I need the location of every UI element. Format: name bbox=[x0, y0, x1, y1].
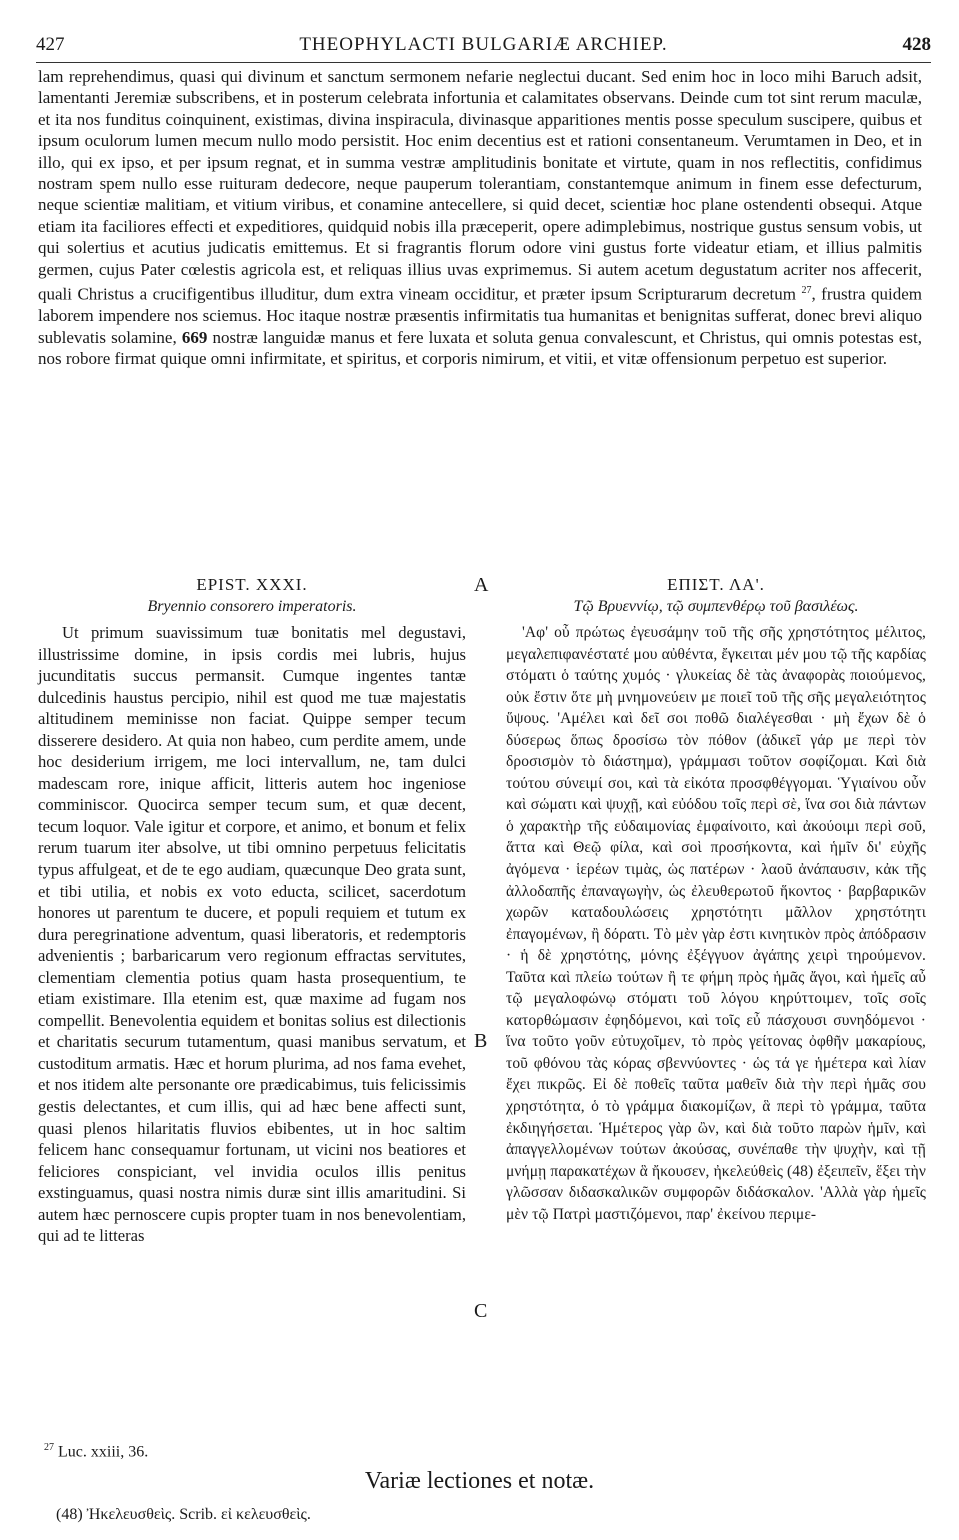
margin-marker-a: A bbox=[474, 574, 489, 596]
footnote-text: Luc. xxiii, 36. bbox=[58, 1443, 149, 1461]
greek-column bbox=[506, 574, 926, 1225]
margin-marker-b: B bbox=[474, 1030, 488, 1052]
variant-readings-title: Variæ lectiones et notæ. bbox=[364, 1468, 595, 1494]
continuation-paragraph bbox=[38, 66, 922, 369]
full-width-text bbox=[38, 66, 922, 369]
running-header bbox=[36, 34, 931, 60]
text-part-2: , frustra quidem laborem impendere nos sciemus. Hoc itaque nostræ præsentis infirmitatis tua humanitas et benignitas sufferat, donec brevi aliquo sublevatis solamine, bbox=[38, 284, 923, 347]
variant-reading-48: (48) Ἠκελευσθεὶς. Scrib. εἰ κελευσθεὶς. bbox=[56, 1506, 311, 1523]
greek-epistle-body: 'Αφ' οὗ πρώτως ἐγευσάμην τοῦ τῆς σῆς χρηστότητος μέλιτος, μεγαλεπιφανέστατέ μου αὐθέντα, ἔγκειται μέν μου τῷ τῆς καρδίας στόματι ὁ ταύτης χυμός · γλυκείας δὲ τὰς ἀναφορὰς ποιούμενος, οὐκ ἔστιν ὅτε μὴ μνημονεύειν με ποιεῖ τοῦ τῆς σῆς μεγαλειότητος ὕψους. 'Αμέλει καὶ δεῖ σοι ποθῶ διαλέγεσθαι · μὴ ἔχων δὲ ὁ δύσερως ὅπως δροσίσω τὸν πόθον (ἀδικεῖ γάρ με περὶ τὸν δροσισμὸν τὸ διάστημα), γράμμασι τοῦτον σοφίζομαι. Καὶ διὰ τούτου σύνειμί σοι, καὶ τὰ εἰκότα προσφθέγγομαι. Ὑγιαίνου οὖν καὶ σώματι καὶ ψυχῇ, καὶ εὐόδου τοῖς περὶ σὲ, ἵνα σοι διὰ πάντων ὁ χαρακτὴρ τῆς εὐδαιμονίας ἐμφαίνοιτο, καὶ ἀκούοιμι περὶ σοῦ, ἅττα καὶ Θεῷ φίλα, καὶ σοὶ προσήκοντα, καὶ ἡμῖν δι' εὐχῆς ἀγόμενα · ἱερέων τιμὰς, ὡς πατέρων · λαοῦ ἀνάπαυσιν, κἀκ τῆς ἀλλοδαπῆς ἐπαναγωγὴν, ὡς ἐλευθερωτοῦ ἥκοντος · βαρβαρικῶν χωρῶν καταδουλώσεις χρηστότητι μᾶλλον χρηστότητι ἐπαγομένων, ἢ δόρατι. Τὸ μὲν γὰρ ἐστι κινητικὸν πρὸς ἀπόδρασιν · ἡ δὲ χρηστότης, μόνης ἐξέγγυον ἀγάπης χειρὶ τηρούμενον. Ταῦτα καὶ πλείω τούτων ἢ τε φήμη πρὸς ἡμᾶς ἄγοι, καὶ ἡμεῖς αὖ τῷ μεγαλοφώνῳ στόματι τοῦ λόγου κηρύττοιμεν, τοῖς σοῖς κατορθώμασιν ἐφηδόμενοι, καὶ τοῖς εὖ πάσχουσι συνηδόμενοι · ἵνα τοῦτο γοῦν εὐτυχοῖμεν, τὸ πρὸς γείτονας ὀφθῆν μακαρίους, τοῦ φθόνου τὰς κόρας σβεννύοντες · ὡς τά γε ἡμέτερα καὶ λίαν ἔχει πικρῶς. Εἰ δὲ ποθεῖς ταῦτα μαθεῖν διὰ τὴν περὶ ἡμᾶς σου χρηστότητα, ὁ τὸ γράμμα διακομίζων, ἃ περὶ τὸ γράμμα, ταῦτα ἐκδιηγήσεται. Ἡμέτερος γὰρ ὢν, καὶ διὰ τοῦτο παρὼν ἡμῖν, καὶ ἀπαγγελλομένων τούτων ἀκούσας, συνέπαθε τὴν ψυχὴν, καὶ τῇ μνήμῃ παρακατέχων ἃ ἤκουσεν, ἠκελεύθεὶς (48) ἐξειπεῖν, ἕξει τὴν γλῶσσαν διδασκαλικῶν συμφορῶν διδάσκαλον. 'Αλλὰ γὰρ ἡμεῖς μὲν τῷ Πατρὶ μαστιζόμενοι, παρ' ἐκείνου περιμε- bbox=[506, 624, 926, 1223]
footnote bbox=[44, 1442, 148, 1461]
latin-epistle-subheading: Bryennio consorero imperatoris. bbox=[147, 598, 357, 615]
margin-marker-c: C bbox=[474, 1300, 488, 1322]
text-part-3: nostræ languidæ manus et fere luxata et soluta genua convalescunt, et Christus, qui omnis potestas est, nos robore firmat quique omni infirmitate, et spiritus, et corporis nimirum, et vitii, et vitæ offensionum perpetuo est superior. bbox=[38, 327, 923, 368]
latin-epistle-body: Ut primum suavissimum tuæ bonitatis mel degustavi, illustrissime domine, in ipsis cordis mei lubris, hujus jucunditatis succus permansit. Cumque ingentes tantæ dulcedinis haustus percipio, nihil est quod me tuæ majestatis altitudinem meminisse non faciat. Quippe semper tecum disserere desidero. At quia non habeo, cum perdite amem, unde hoc desiderium irrigem, me loci intervallum, ne, tam dulci madescam rore, inique afficit, litteris autem hoc ingeniose comminiscor. Quocirca semper tecum sum, et quæ decent, tecum loquor. Vale igitur et corpore, et animo, et bonum et felix rerum tuarum iter absolve, ut tibi omnino perpetuus felicitatis typus affulgeat, et de te ego audiam, quæcunque Deo grata sunt, et tibi utilia, et nobis ex voto educta, scilicet, sacerdotum honores ut parentum te ducere, et populi requiem et tutum ex dura peregrinatione adventum, quasi liberatoris, et redemptoris advenientis ; barbaricarum vero regionum effractas servitutes, clementiam clementia potius quam hasta prosequentium, te etiam existimare. Illa etenim est, quæ maxime ad fugam nos compellit. Benevolentia equidem et bonitas solius est dilectionis et charitatis securum tutamentum, quasi manibus servatum, et custoditum armatis. Hæc et horum plurima, ad nos fama evehet, et nos itidem alte personante ore prædicabimus, tuis felicissimis gestis delectantes, et cum illis, qui ad hæc bene affecti sunt, quasi plenos hilaritatis fluvios ebibentes, ut in hoc saltim felicem hanc consequamur fortunam, ut vicini nos beatiores et feliciores conspiciant, vel invidia oculos illis penitus exstinguamus, quasi nostra nimis duræ sint illis amaritudini. Si autem hæc pernoscere cupis propter tuam in nos benevolentiam, qui ad te litteras bbox=[38, 623, 466, 1246]
greek-epistle-heading: ΕΠΙΣΤ. ΛΑ'. bbox=[667, 575, 765, 594]
running-title: THEOPHYLACTI BULGARIÆ ARCHIEP. bbox=[299, 34, 668, 55]
header-rule bbox=[36, 62, 931, 63]
footnote-mark: 27 bbox=[44, 1442, 54, 1453]
greek-epistle-subheading: Τῷ Βρυεννίῳ, τῷ συμπενθέρῳ τοῦ βασιλέως. bbox=[573, 598, 859, 615]
latin-epistle-heading: EPIST. XXXI. bbox=[196, 575, 308, 594]
column-number-669: 669 bbox=[181, 327, 208, 347]
latin-column bbox=[38, 574, 466, 1247]
footnote-ref-27: 27 bbox=[801, 285, 812, 297]
page-number-right: 428 bbox=[902, 34, 931, 55]
text-part-1: lam reprehendimus, quasi qui divinum et sanctum sermonem nefarie neglectui ducant. Sed enim hoc in loco mihi Baruch adsit, lamentanti Jeremiæ subscribens, et in posterum celebrata infortunia et calamitates observans. Deinde cum tot sint rerum maculæ, et ita nos funditus coinquinent, existimas, divina inspiracula, divinasque apparitiones mentis posse speculum suscipere, quibus et ipsum oculorum lumen mecum nullo modo persistit. Hoc enim decentius est et rationi consentaneum. Verumtamen in Deo, et in illo, qui ex ipso, et per ipsum regnat, et in summa vestræ amplitudinis bonitate et virtute, quam in nos reflectitis, confidimus nostram spem nullo esse ruituram dedecore, neque pauperum tolerantiam, constantemque animum in finem esse defecturum, neque scientiæ malitiam, et vitium viribus, et conamine antecellere, si quid decet, scientiæ hoc plane ostendenti obsequi. Atque etiam ita faciliores effecti et expeditiores, quidquid nobis illa præceperit, opere adimplebimus, nostrique gustus sensum vobis, ut qui solertius et acutius judicatis emittemus. Et si fragrantis florum odore vini gustus forte videatur etiam, et illius palmitis germen, cujus Pater cœlestis agricola est, et reliquas illius uvas exprimemus. Si autem acetum degustatum acriter nos affecerit, quali Christus a crucifigentibus illuditur, dum extra vineam occiditur, et præter ipsum Scripturarum decretum bbox=[38, 67, 922, 304]
page-number-left: 427 bbox=[36, 34, 65, 55]
